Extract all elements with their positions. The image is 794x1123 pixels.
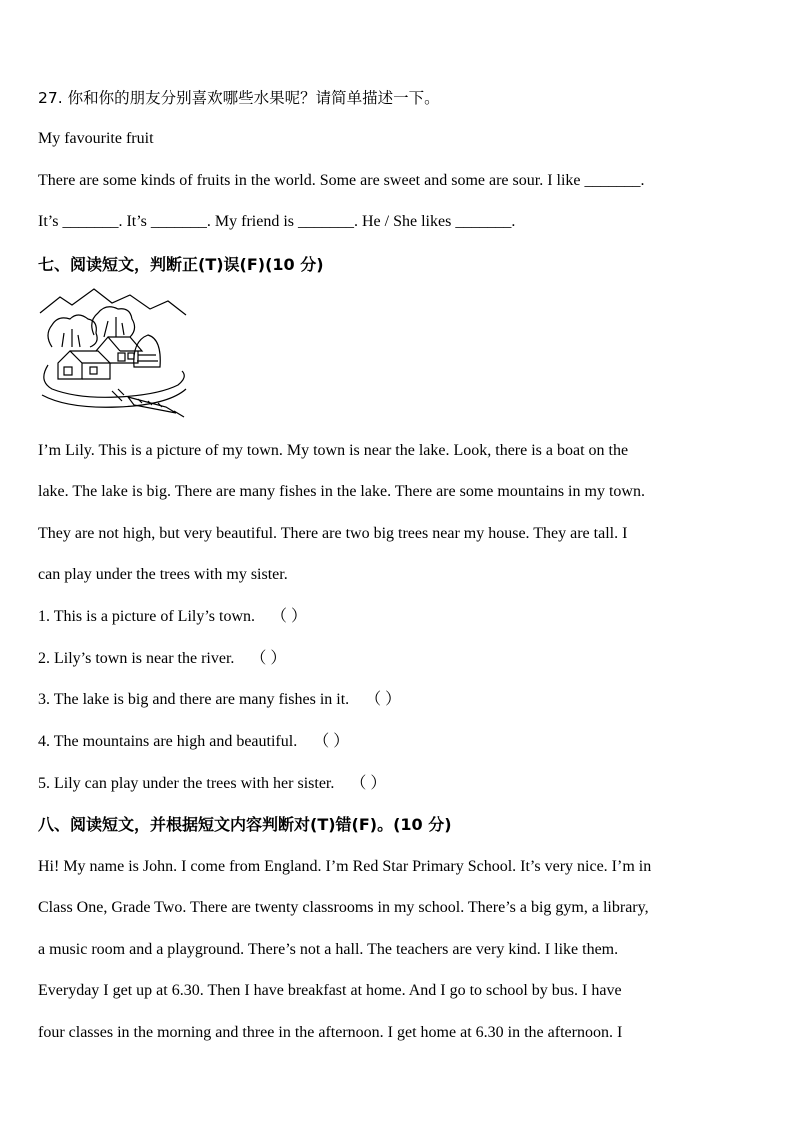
statement-text: 2. Lily’s town is near the river. — [38, 650, 235, 667]
statement-3 — [38, 690, 401, 710]
answer-blank[interactable]: （ ） — [313, 733, 350, 750]
statement-text: 1. This is a picture of Lily’s town. — [38, 608, 256, 625]
essay-title: My favourite fruit — [38, 130, 154, 147]
passage-line: I’m Lily. This is a picture of my town. My town is near the lake. Look, there is a boat on the — [38, 442, 629, 459]
statement-text: 3. The lake is big and there are many fishes in it. — [38, 691, 350, 708]
town-lake-illustration — [38, 285, 188, 423]
passage-line: Class One, Grade Two. There are twenty classrooms in my school. There’s a big gym, a library, — [38, 899, 649, 916]
statement-1 — [38, 607, 307, 627]
answer-blank[interactable]: （ ） — [350, 775, 387, 792]
answer-blank[interactable]: （ ） — [365, 691, 402, 708]
house-right-roof — [96, 337, 120, 351]
section-eight-heading: 八、阅读短文，并根据短文内容判断对(T)错(F)。(10 分) — [38, 815, 452, 834]
essay-line-1: There are some kinds of fruits in the world. Some are sweet and some are sour. I like _______. — [38, 172, 645, 189]
tree-middle — [92, 307, 135, 337]
statement-2 — [38, 649, 286, 669]
statement-text: 4. The mountains are high and beautiful. — [38, 733, 298, 750]
passage-line: Everyday I get up at 6.30. Then I have breakfast at home. And I go to school by bus. I have — [38, 982, 622, 999]
essay-line-2: It’s _______. It’s _______. My friend is _______. He / She likes _______. — [38, 213, 516, 230]
question-27-prompt: 27. 你和你的朋友分别喜欢哪些水果呢？请简单描述一下。 — [38, 89, 440, 107]
mountains-outline — [40, 289, 186, 315]
passage-line: a music room and a playground. There’s not a hall. The teachers are very kind. I like them. — [38, 941, 619, 958]
statement-4 — [38, 732, 349, 752]
statement-text: 5. Lily can play under the trees with her sister. — [38, 775, 335, 792]
statement-5 — [38, 774, 386, 794]
passage-line: Hi! My name is John. I come from England. I’m Red Star Primary School. It’s very nice. I’m in — [38, 858, 652, 875]
passage-line: can play under the trees with my sister. — [38, 566, 288, 583]
lake-shore — [42, 389, 186, 407]
answer-blank[interactable]: （ ） — [250, 650, 287, 667]
answer-blank[interactable]: （ ） — [271, 608, 308, 625]
passage-line: They are not high, but very beautiful. There are two big trees near my house. They are tall. I — [38, 525, 628, 542]
passage-line: four classes in the morning and three in the afternoon. I get home at 6.30 in the afternoon. I — [38, 1024, 623, 1041]
passage-line: lake. The lake is big. There are many fishes in the lake. There are some mountains in my town. — [38, 483, 645, 500]
section-seven-heading: 七、阅读短文，判断正(T)误(F)(10 分) — [38, 255, 324, 274]
